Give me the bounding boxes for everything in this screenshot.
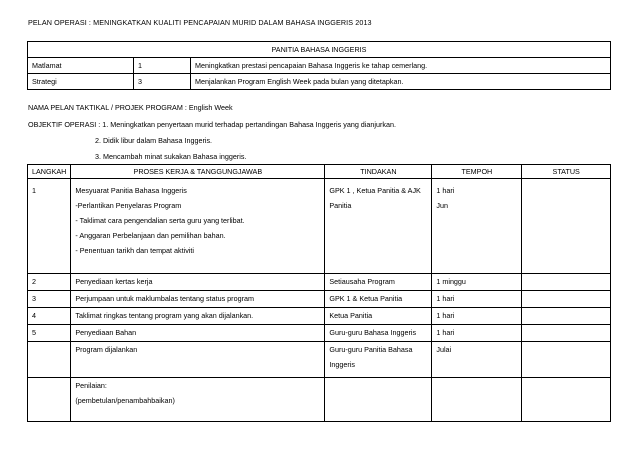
step-langkah	[28, 325, 71, 342]
step-tempoh-line: 1 hari	[436, 311, 455, 320]
step-tindakan-line: Inggeris	[329, 360, 355, 369]
info-row	[28, 58, 611, 74]
step-tindakan	[325, 308, 432, 325]
step-proses-line: Penilaian:	[75, 381, 107, 390]
step-tindakan	[325, 325, 432, 342]
step-proses	[71, 291, 325, 308]
step-langkah	[28, 378, 71, 422]
step-tempoh-line: 1 hari	[436, 186, 455, 195]
step-tindakan	[325, 274, 432, 291]
step-tempoh	[432, 274, 522, 291]
step-tindakan-line: GPK 1 & Ketua Panitia	[329, 294, 403, 303]
step-proses-line: Penyediaan Bahan	[75, 328, 137, 337]
step-tempoh-line: 1 hari	[436, 328, 455, 337]
objective-line: 3. Mencambah minat sukakan Bahasa inggeris.	[95, 152, 247, 161]
step-tempoh-line: Julai	[436, 345, 452, 354]
step-proses	[71, 378, 325, 422]
step-status	[522, 291, 611, 308]
step-number: 3	[32, 294, 36, 303]
step-tindakan-line: Guru-guru Panitia Bahasa	[329, 345, 413, 354]
step-proses	[71, 342, 325, 378]
step-tempoh	[432, 179, 522, 274]
header-tempoh: TEMPOH	[432, 165, 522, 179]
document-title: PELAN OPERASI : MENINGKATKAN KUALITI PENCAPAIAN MURID DALAM BAHASA INGGERIS 2013	[28, 18, 372, 27]
info-text: Menjalankan Program English Week pada bulan yang ditetapkan.	[191, 74, 611, 90]
objective-line: OBJEKTIF OPERASI : 1. Meningkatkan penyertaan murid terhadap pertandingan Bahasa Inggeris yang dianjurkan.	[28, 120, 396, 129]
step-tindakan	[325, 378, 432, 422]
step-row	[28, 179, 611, 274]
header-tindakan: TINDAKAN	[325, 165, 432, 179]
step-langkah	[28, 291, 71, 308]
step-proses-line: Taklimat ringkas tentang program yang akan dijalankan.	[75, 311, 254, 320]
step-proses-line: Program dijalankan	[75, 345, 138, 354]
step-status	[522, 308, 611, 325]
step-tempoh-line: Jun	[436, 201, 448, 210]
step-tindakan-line: GPK 1 , Ketua Panitia & AJK	[329, 186, 421, 195]
step-proses-line: (pembetulan/penambahbaikan)	[75, 396, 175, 405]
step-proses-line: -Perlantikan Penyelaras Program	[75, 201, 182, 210]
step-status	[522, 274, 611, 291]
step-status	[522, 378, 611, 422]
step-tindakan-line: Guru-guru Bahasa Inggeris	[329, 328, 417, 337]
step-tempoh	[432, 325, 522, 342]
step-proses	[71, 179, 325, 274]
step-tempoh	[432, 291, 522, 308]
step-status	[522, 342, 611, 378]
step-langkah	[28, 308, 71, 325]
step-row	[28, 291, 611, 308]
step-status	[522, 179, 611, 274]
step-status	[522, 325, 611, 342]
step-row	[28, 308, 611, 325]
info-table	[27, 41, 611, 90]
step-proses-line: Mesyuarat Panitia Bahasa Inggeris	[75, 186, 187, 195]
step-proses	[71, 325, 325, 342]
step-proses	[71, 308, 325, 325]
info-row	[28, 74, 611, 90]
step-row	[28, 342, 611, 378]
step-tindakan-line: Ketua Panitia	[329, 311, 373, 320]
info-text: Meningkatkan prestasi pencapaian Bahasa Inggeris ke tahap cemerlang.	[191, 58, 611, 74]
step-proses-line: - Anggaran Perbelanjaan dan pemilihan bahan.	[75, 231, 226, 240]
header-langkah: LANGKAH	[28, 165, 71, 179]
step-tindakan-line: Panitia	[329, 201, 352, 210]
step-proses-line: Perjumpaan untuk maklumbalas tentang status program	[75, 294, 254, 303]
step-tindakan	[325, 291, 432, 308]
step-tindakan	[325, 342, 432, 378]
step-langkah	[28, 179, 71, 274]
step-number: 2	[32, 277, 36, 286]
step-tempoh	[432, 378, 522, 422]
info-label: Strategi	[28, 74, 134, 90]
step-tindakan-line: Setiausaha Program	[329, 277, 395, 286]
step-proses-line: Penyediaan kertas kerja	[75, 277, 153, 286]
step-number: 4	[32, 311, 36, 320]
step-row	[28, 325, 611, 342]
step-tempoh	[432, 342, 522, 378]
info-number: 1	[134, 58, 191, 74]
step-row	[28, 274, 611, 291]
step-tindakan	[325, 179, 432, 274]
step-row	[28, 378, 611, 422]
step-langkah	[28, 342, 71, 378]
step-langkah	[28, 274, 71, 291]
step-tempoh-line: 1 hari	[436, 294, 455, 303]
step-proses-line: - Taklimat cara pengendalian serta guru yang terlibat.	[75, 216, 245, 225]
info-number: 3	[134, 74, 191, 90]
panitia-heading: PANITIA BAHASA INGGERIS	[28, 42, 611, 58]
step-proses-line: - Penentuan tarikh dan tempat aktiviti	[75, 246, 195, 255]
steps-table	[27, 164, 611, 422]
program-name: NAMA PELAN TAKTIKAL / PROJEK PROGRAM : English Week	[28, 103, 233, 112]
step-number: 5	[32, 328, 36, 337]
header-proses: PROSES KERJA & TANGGUNGJAWAB	[71, 165, 325, 179]
header-row	[28, 165, 611, 179]
header-status: STATUS	[522, 165, 611, 179]
info-label: Matlamat	[28, 58, 134, 74]
step-tempoh	[432, 308, 522, 325]
objective-line: 2. Didik libur dalam Bahasa Inggeris.	[95, 136, 213, 145]
step-tempoh-line: 1 minggu	[436, 277, 466, 286]
panitia-row	[28, 42, 611, 58]
step-number: 1	[32, 186, 36, 195]
step-proses	[71, 274, 325, 291]
